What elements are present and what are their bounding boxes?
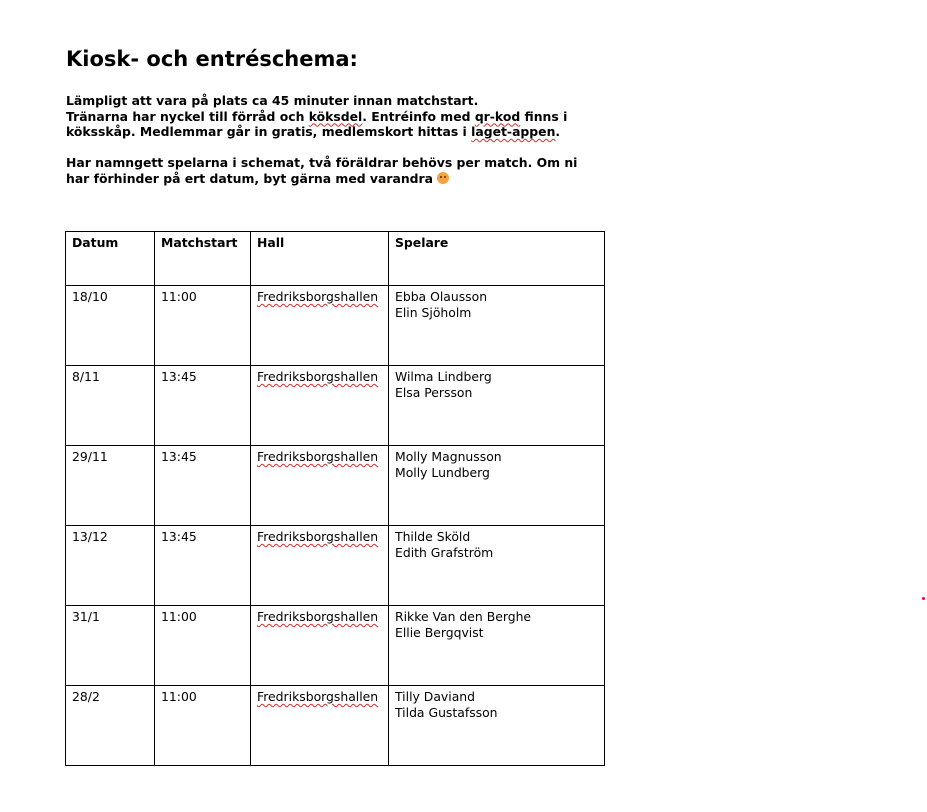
cell-spelare: Thilde Sköld Edith Grafström [389, 526, 605, 606]
cell-matchstart: 11:00 [155, 286, 251, 366]
cell-matchstart: 13:45 [155, 366, 251, 446]
table-row [66, 286, 605, 366]
intro-line-parents: Har namngett spelarna i schemat, två föräldrar behövs per match. Om ni [66, 155, 578, 171]
cell-hall: Fredriksborgshallen [251, 526, 389, 606]
cell-spelare: Wilma Lindberg Elsa Persson [389, 366, 605, 446]
table-row [66, 606, 605, 686]
cell-matchstart: 13:45 [155, 446, 251, 526]
document-title: Kiosk- och entréschema: [66, 47, 358, 71]
header-spelare: Spelare [389, 232, 605, 286]
cell-hall: Fredriksborgshallen [251, 446, 389, 526]
cell-spelare: Rikke Van den Berghe Ellie Bergqvist [389, 606, 605, 686]
cell-matchstart: 11:00 [155, 606, 251, 686]
cell-matchstart: 11:00 [155, 686, 251, 766]
cell-matchstart: 13:45 [155, 526, 251, 606]
schedule-table [65, 231, 605, 766]
cell-hall: Fredriksborgshallen [251, 286, 389, 366]
intro-text [66, 93, 586, 187]
table-row [66, 366, 605, 446]
header-datum: Datum [66, 232, 155, 286]
cell-datum: 18/10 [66, 286, 155, 366]
header-hall: Hall [251, 232, 389, 286]
cell-datum: 29/11 [66, 446, 155, 526]
spellcheck-word: laget-appen [471, 124, 556, 140]
intro-line-swap: har förhinder på ert datum, byt gärna med varandra [66, 171, 586, 187]
cell-hall: Fredriksborgshallen [251, 366, 389, 446]
spellcheck-word: köksdel [308, 108, 363, 124]
table-header-row [66, 232, 605, 286]
red-marker-dot [922, 597, 925, 600]
cell-hall: Fredriksborgshallen [251, 606, 389, 686]
cell-spelare: Ebba Olausson Elin Sjöholm [389, 286, 605, 366]
cell-datum: 31/1 [66, 606, 155, 686]
cell-hall: Fredriksborgshallen [251, 686, 389, 766]
paragraph-gap [66, 140, 586, 156]
cell-spelare: Tilly Daviand Tilda Gustafsson [389, 686, 605, 766]
cell-datum: 28/2 [66, 686, 155, 766]
spellcheck-word: qr-kod [474, 108, 521, 124]
table-row [66, 446, 605, 526]
cell-spelare: Molly Magnusson Molly Lundberg [389, 446, 605, 526]
intro-line-members: köksskåp. Medlemmar går in gratis, medlemskort hittas i laget-appen. [66, 124, 561, 140]
intro-line-keys: Tränarna har nyckel till förråd och köksdel. Entréinfo med qr-kod finns i [66, 108, 568, 124]
intro-line-arrival: Lämpligt att vara på plats ca 45 minuter innan matchstart. [66, 93, 479, 108]
cell-datum: 13/12 [66, 526, 155, 606]
table-row [66, 686, 605, 766]
cell-datum: 8/11 [66, 366, 155, 446]
header-matchstart: Matchstart [155, 232, 251, 286]
table-row [66, 526, 605, 606]
smiling-face-emoji-icon [437, 172, 449, 184]
